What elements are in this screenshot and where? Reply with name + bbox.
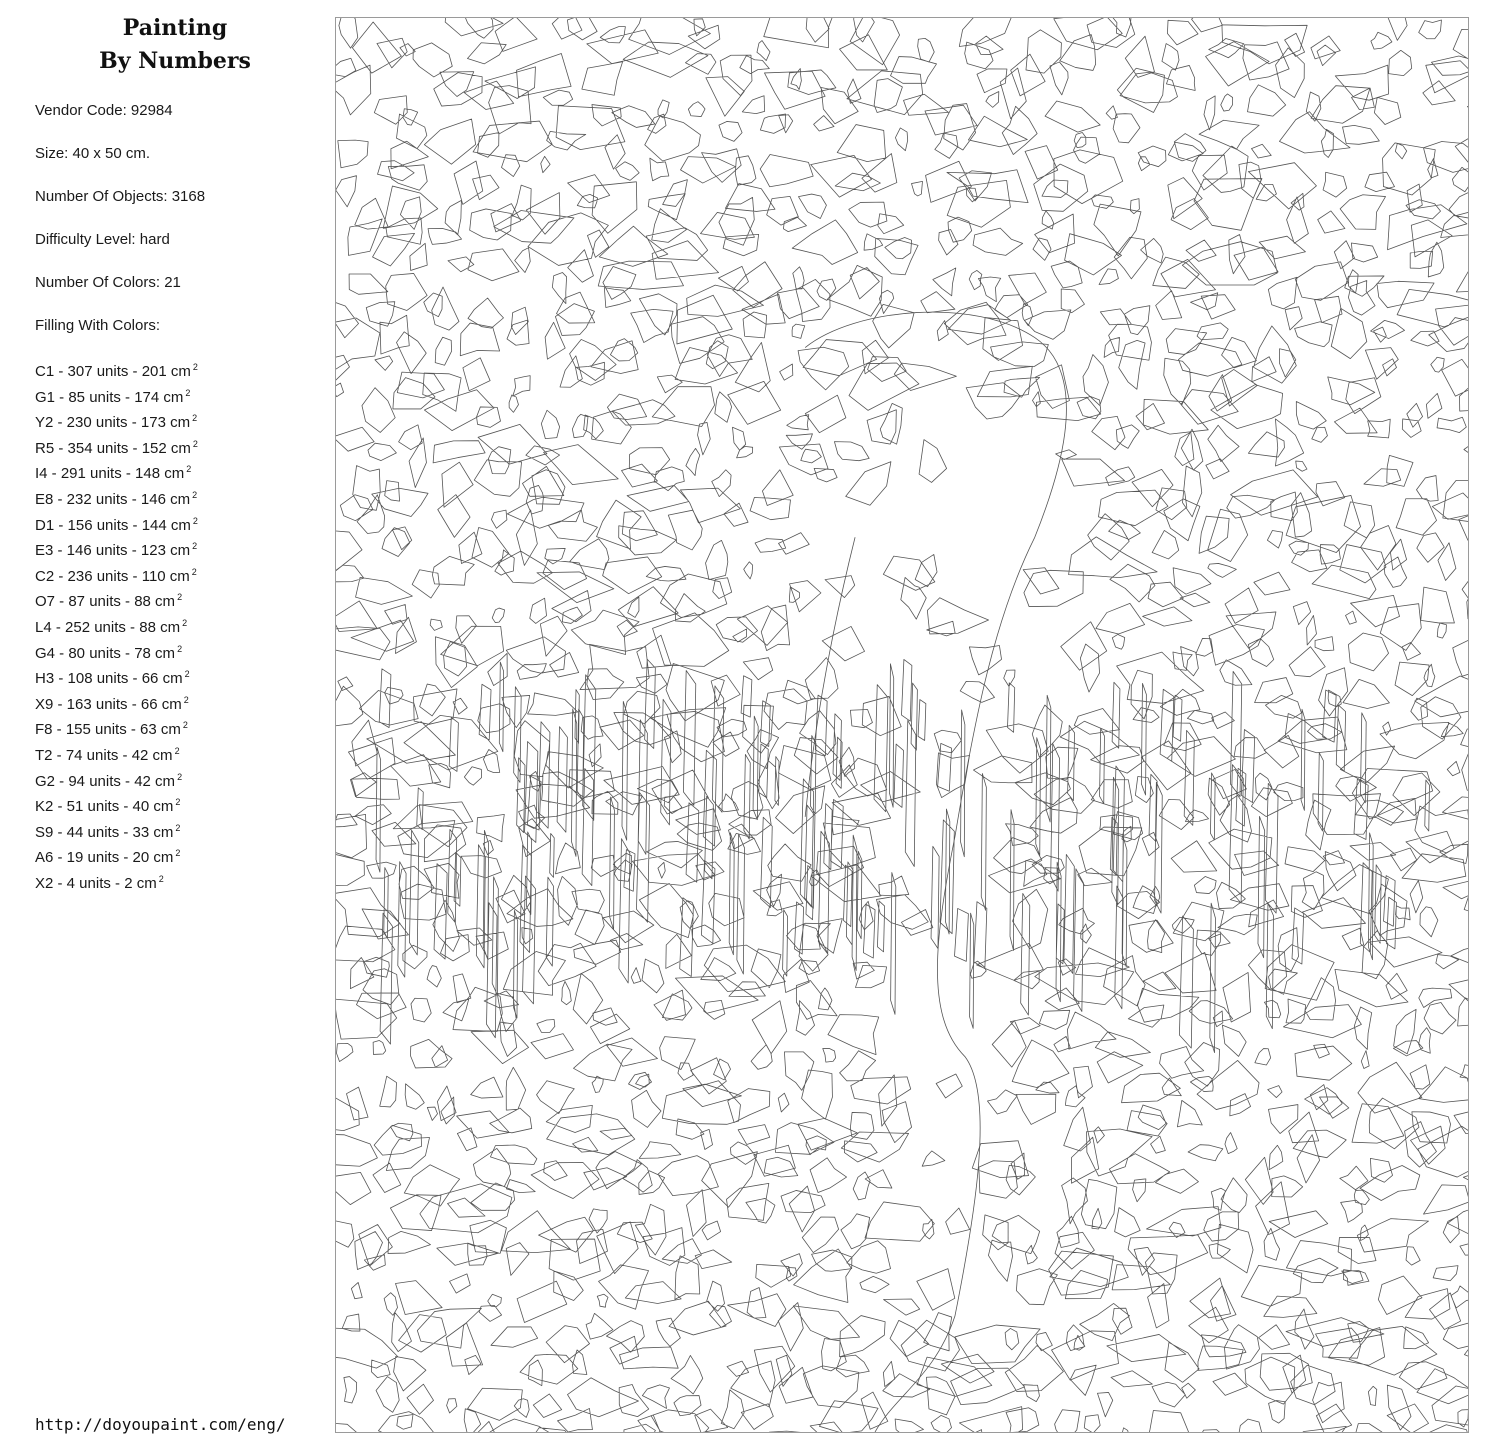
- color-entry-text: X9 - 163 units - 66 cm: [35, 695, 182, 713]
- color-entry: [35, 613, 198, 639]
- area-unit-superscript: 2: [182, 617, 188, 628]
- color-entry-text: S9 - 44 units - 33 cm: [35, 823, 174, 841]
- area-unit-superscript: 2: [183, 694, 189, 705]
- colors-count: Number Of Colors: 21: [35, 274, 181, 291]
- info-sidebar: [0, 0, 330, 1453]
- area-unit-superscript: 2: [175, 822, 181, 833]
- title-line-2: By Numbers: [99, 48, 251, 74]
- color-entry-text: C1 - 307 units - 201 cm: [35, 363, 191, 380]
- color-entry: [35, 536, 198, 562]
- website-link[interactable]: http://doyoupaint.com/eng/: [35, 1415, 286, 1434]
- area-unit-superscript: 2: [177, 592, 183, 603]
- color-entry-text: G4 - 80 units - 78 cm: [35, 644, 176, 662]
- color-entry-text: H3 - 108 units - 66 cm: [35, 670, 183, 688]
- color-list: [35, 357, 198, 894]
- color-entry-text: G1 - 85 units - 174 cm: [35, 388, 184, 406]
- color-entry: [35, 562, 198, 588]
- area-unit-superscript: 2: [186, 464, 192, 475]
- area-unit-superscript: 2: [192, 362, 198, 372]
- color-entry-text: T2 - 74 units - 42 cm: [35, 746, 173, 764]
- area-unit-superscript: 2: [175, 797, 181, 808]
- color-entry: [35, 459, 198, 485]
- difficulty-level: Difficulty Level: hard: [35, 231, 170, 248]
- color-entry: [35, 357, 198, 383]
- color-entry: [35, 741, 198, 767]
- color-entry: [35, 869, 198, 895]
- area-unit-superscript: 2: [184, 669, 190, 680]
- area-unit-superscript: 2: [177, 643, 183, 654]
- vendor-code: Vendor Code: 92984: [35, 102, 173, 119]
- color-entry: [35, 664, 198, 690]
- color-entry: [35, 408, 198, 434]
- color-entry-text: G2 - 94 units - 42 cm: [35, 772, 176, 790]
- color-entry-text: E8 - 232 units - 146 cm: [35, 490, 191, 508]
- area-unit-superscript: 2: [191, 566, 197, 577]
- color-entry-text: R5 - 354 units - 152 cm: [35, 439, 191, 457]
- color-entry: [35, 485, 198, 511]
- area-unit-superscript: 2: [192, 489, 198, 500]
- color-entry-text: Y2 - 230 units - 173 cm: [35, 414, 191, 432]
- color-entry: [35, 818, 198, 844]
- objects-count: Number Of Objects: 3168: [35, 188, 206, 205]
- area-unit-superscript: 2: [174, 745, 180, 756]
- color-entry: [35, 843, 198, 869]
- color-entry: [35, 434, 198, 460]
- color-entry: [35, 511, 198, 537]
- color-entry-text: I4 - 291 units - 148 cm: [35, 465, 185, 483]
- coloring-canvas: [335, 17, 1469, 1433]
- color-entry-text: A6 - 19 units - 20 cm: [35, 849, 174, 867]
- color-entry-text: C2 - 236 units - 110 cm: [35, 567, 190, 585]
- color-entry: [35, 690, 198, 716]
- color-entry-text: E3 - 146 units - 123 cm: [35, 542, 191, 560]
- area-unit-superscript: 2: [175, 848, 181, 859]
- color-entry-text: K2 - 51 units - 40 cm: [35, 798, 174, 816]
- color-entry: [35, 639, 198, 665]
- filling-label: Filling With Colors:: [35, 317, 161, 334]
- color-entry: [35, 767, 198, 793]
- area-unit-superscript: 2: [192, 515, 198, 526]
- color-entry: [35, 715, 198, 741]
- area-unit-superscript: 2: [192, 413, 198, 424]
- area-unit-superscript: 2: [192, 438, 198, 449]
- area-unit-superscript: 2: [185, 387, 191, 398]
- color-entry-text: D1 - 156 units - 144 cm: [35, 516, 191, 534]
- color-entry: [35, 383, 198, 409]
- product-info: [35, 100, 205, 358]
- color-entry-text: L4 - 252 units - 88 cm: [35, 618, 181, 636]
- outline-paths: [336, 18, 1468, 1432]
- color-entry: [35, 792, 198, 818]
- color-entry-text: F8 - 155 units - 63 cm: [35, 721, 181, 739]
- outline-drawing: [336, 18, 1468, 1432]
- outline-shapes: [336, 18, 1468, 1432]
- color-entry-text: X2 - 4 units - 2 cm: [35, 874, 157, 892]
- area-unit-superscript: 2: [158, 873, 164, 884]
- page-title: [40, 12, 310, 78]
- color-entry-text: O7 - 87 units - 88 cm: [35, 593, 176, 611]
- size-info: Size: 40 x 50 cm.: [35, 145, 151, 162]
- area-unit-superscript: 2: [177, 771, 183, 782]
- area-unit-superscript: 2: [192, 541, 198, 552]
- title-line-1: Painting: [122, 15, 228, 41]
- area-unit-superscript: 2: [182, 720, 188, 731]
- figure-silhouette: [805, 312, 1066, 1432]
- color-entry: [35, 587, 198, 613]
